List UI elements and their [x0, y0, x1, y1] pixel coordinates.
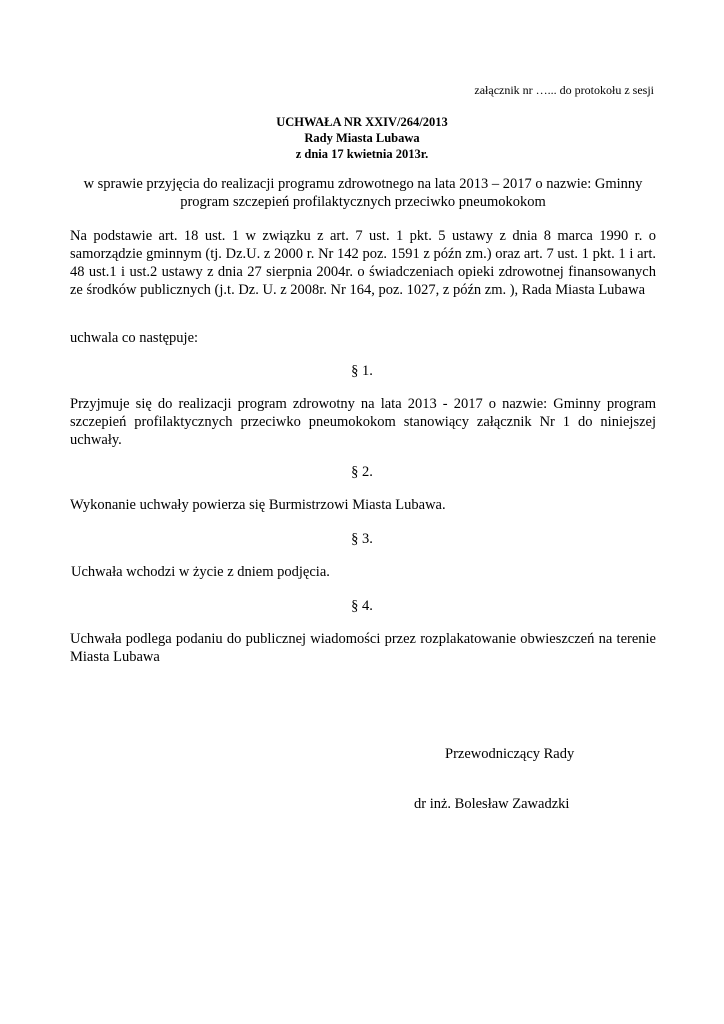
signature-name: dr inż. Bolesław Zawadzki — [414, 796, 570, 812]
resolution-date: z dnia 17 kwietnia 2013r. — [295, 147, 429, 161]
section-3-text: Uchwała wchodzi w życie z dniem podjęcia. — [71, 564, 330, 580]
section-1-mark: § 1. — [351, 363, 373, 379]
resolution-number: UCHWAŁA NR XXIV/264/2013 — [276, 115, 448, 129]
legal-basis-paragraph: Na podstawie art. 18 ust. 1 w związku z art. 7 ust. 1 pkt. 5 ustawy z dnia 8 marca 1990 r. o samorządzie gminnym (tj. Dz.U. z 2000 r. Nr 142 poz. 1591 z późn zm.) oraz art. 7 ust. 1 pkt. 1 i art. 48 ust.1 i ust.2 ustawy z dnia 27 sierpnia 2004r. o świadczeniach opieki zdrowotnej finansowanych ze środków publicznych (j.t. Dz. U. z 2008r. Nr 164, poz. 1027, z późn zm. ), Rada Miasta Lubawa — [70, 228, 656, 298]
council-name: Rady Miasta Lubawa — [304, 131, 420, 145]
section-1-text: Przyjmuje się do realizacji program zdrowotny na lata 2013 - 2017 o nazwie: Gminny program szczepień profilaktycznych przeciwko pneumokokom stanowiący załącznik Nr 1 do niniejszej uchwały. — [70, 396, 656, 448]
section-4-text: Uchwała podlega podaniu do publicznej wiadomości przez rozplakatowanie obwieszczeń na terenie Miasta Lubawa — [70, 631, 656, 665]
resolves-line: uchwala co następuje: — [70, 330, 199, 346]
resolution-header — [0, 114, 724, 162]
resolution-subject: w sprawie przyjęcia do realizacji programu zdrowotnego na lata 2013 – 2017 o nazwie: Gminny program szczepień profilaktycznych przeciwko pneumokokom — [83, 176, 643, 210]
section-3-mark: § 3. — [351, 531, 373, 547]
section-2-text: Wykonanie uchwały powierza się Burmistrzowi Miasta Lubawa. — [70, 497, 446, 513]
annex-note: załącznik nr …... do protokołu z sesji — [474, 83, 654, 97]
section-2-mark: § 2. — [351, 464, 373, 480]
signature-title: Przewodniczący Rady — [445, 746, 575, 762]
section-4-mark: § 4. — [351, 598, 373, 614]
